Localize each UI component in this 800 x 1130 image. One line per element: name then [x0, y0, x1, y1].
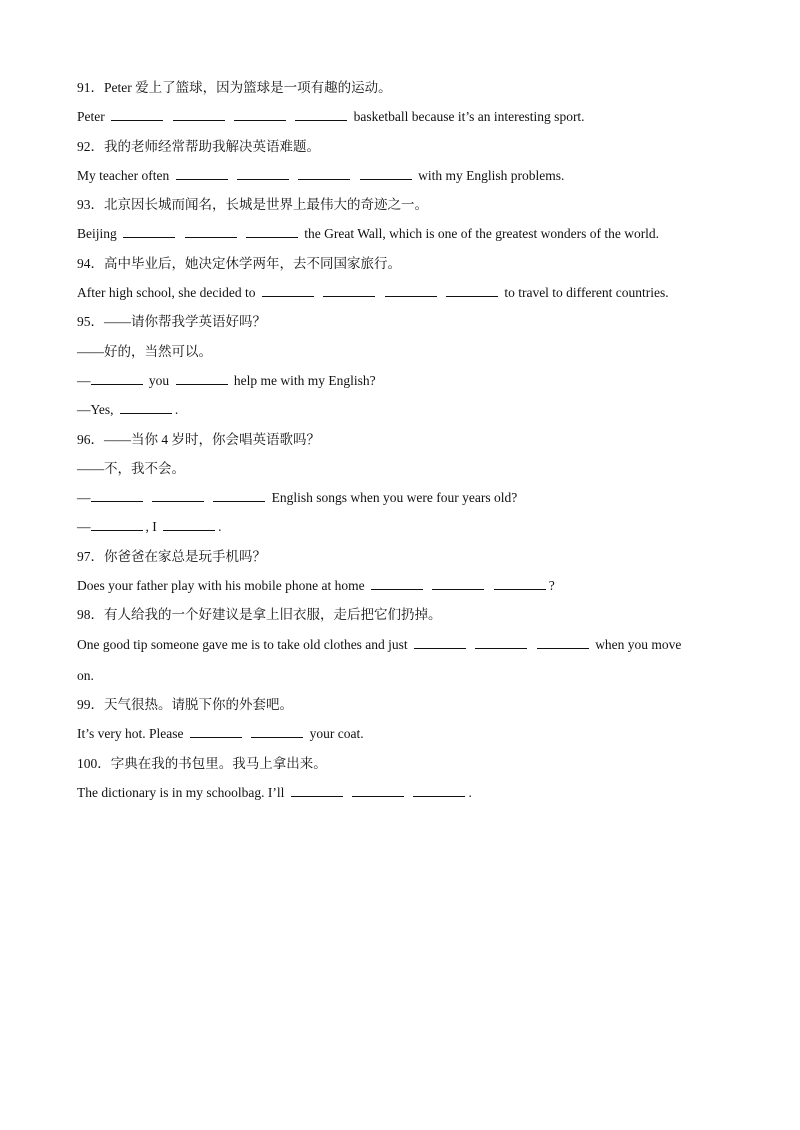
q96-english-reply	[77, 517, 727, 536]
q96-chinese: 96．——当你 4 岁时，你会唱英语歌吗？	[77, 431, 320, 447]
q91-blank-4[interactable]	[295, 108, 347, 121]
q96-blank-1[interactable]	[91, 489, 143, 502]
q96-chinese-reply: ——不，我不会。	[77, 460, 185, 476]
q97-english	[77, 576, 727, 595]
q96-reply-dash: —	[77, 519, 91, 535]
q98-text-after: when you move	[595, 636, 682, 652]
q92-text-after: with my English problems.	[418, 167, 565, 183]
q91-blank-1[interactable]	[111, 108, 163, 121]
q97-blank-2[interactable]	[432, 577, 484, 590]
q93-blank-2[interactable]	[185, 225, 237, 238]
q91-blank-3[interactable]	[234, 108, 286, 121]
q96-blank-4[interactable]	[91, 518, 143, 531]
q93-chinese: 93．北京因长城而闻名，长城是世界上最伟大的奇迹之一。	[77, 197, 428, 213]
q94-blank-1[interactable]	[262, 284, 314, 297]
q95-english-question	[77, 371, 727, 390]
q95-blank-2[interactable]	[176, 372, 228, 385]
q100-blank-2[interactable]	[352, 784, 404, 797]
q97-text-after: ?	[548, 578, 555, 594]
q92-blank-3[interactable]	[298, 167, 350, 180]
q95-chinese: 95．——请你帮我学英语好吗？	[77, 314, 266, 330]
q98-english	[77, 635, 727, 654]
q94-text-before: After high school, she decided to	[77, 285, 256, 301]
q95-text-mid: you	[148, 372, 170, 388]
q93-text-after: the Great Wall, which is one of the greatest wonders of the world.	[304, 226, 660, 242]
q96-english-question	[77, 488, 727, 507]
q94-english	[77, 283, 727, 302]
q93-blank-1[interactable]	[123, 225, 175, 238]
q99-blank-1[interactable]	[190, 725, 242, 738]
q99-blank-2[interactable]	[251, 725, 303, 738]
q94-blank-4[interactable]	[446, 284, 498, 297]
q98-text-before: One good tip someone gave me is to take old clothes and just	[77, 636, 408, 652]
q95-chinese-reply: ——好的，当然可以。	[77, 343, 212, 359]
q100-blank-3[interactable]	[413, 784, 465, 797]
q96-blank-5[interactable]	[163, 518, 215, 531]
q94-blank-2[interactable]	[323, 284, 375, 297]
q91-text-after: basketball because it’s an interesting sport.	[353, 109, 585, 125]
q91-blank-2[interactable]	[173, 108, 225, 121]
q100-text-before: The dictionary is in my schoolbag. I’ll	[77, 784, 285, 800]
q98-chinese: 98．有人给我的一个好建议是拿上旧衣服，走后把它们扔掉。	[77, 607, 442, 623]
q96-text-after: English songs when you were four years old?	[271, 490, 518, 506]
q100-english	[77, 783, 727, 802]
q95-reply-before: —Yes,	[77, 402, 114, 418]
q95-english-reply	[77, 400, 727, 419]
q91-text-before: Peter	[77, 109, 105, 125]
q96-reply-mid: , I	[145, 519, 157, 535]
q91-english	[77, 107, 727, 126]
q99-text-after: your coat.	[309, 726, 364, 742]
q94-chinese: 94．高中毕业后，她决定休学两年，去不同国家旅行。	[77, 255, 401, 271]
q91-chinese: 91．Peter 爱上了篮球，因为篮球是一项有趣的运动。	[77, 80, 392, 95]
q100-chinese: 100．字典在我的书包里。我马上拿出来。	[77, 755, 327, 771]
q96-dash: —	[77, 490, 91, 506]
q93-text-before: Beijing	[77, 226, 117, 242]
q98-blank-2[interactable]	[475, 636, 527, 649]
q100-text-after: .	[468, 784, 472, 800]
q97-chinese: 97．你爸爸在家总是玩手机吗？	[77, 548, 266, 564]
question-list	[77, 78, 727, 812]
q97-blank-3[interactable]	[494, 577, 546, 590]
q96-blank-2[interactable]	[152, 489, 204, 502]
q95-blank-1[interactable]	[91, 372, 143, 385]
q99-english	[77, 724, 727, 743]
q92-blank-1[interactable]	[176, 167, 228, 180]
q98-blank-3[interactable]	[537, 636, 589, 649]
q97-text-before: Does your father play with his mobile phone at home	[77, 578, 365, 594]
q99-chinese: 99．天气很热。请脱下你的外套吧。	[77, 696, 293, 712]
q95-text-after: help me with my English?	[233, 372, 376, 388]
q96-blank-3[interactable]	[213, 489, 265, 502]
q100-blank-1[interactable]	[291, 784, 343, 797]
q93-english	[77, 224, 727, 243]
q92-blank-2[interactable]	[237, 167, 289, 180]
q94-text-after: to travel to different countries.	[504, 285, 669, 301]
q92-text-before: My teacher often	[77, 167, 170, 183]
q95-dash: —	[77, 372, 91, 388]
q93-blank-3[interactable]	[246, 225, 298, 238]
q94-blank-3[interactable]	[385, 284, 437, 297]
q99-text-before: It’s very hot. Please	[77, 726, 184, 742]
q95-blank-3[interactable]	[120, 401, 172, 414]
q92-blank-4[interactable]	[360, 167, 412, 180]
q97-blank-1[interactable]	[371, 577, 423, 590]
q98-english-continued: on.	[77, 667, 94, 683]
q92-english	[77, 166, 727, 185]
q92-chinese: 92．我的老师经常帮助我解决英语难题。	[77, 138, 320, 154]
q95-reply-after: .	[174, 402, 179, 418]
q96-reply-after: .	[218, 519, 222, 535]
q98-blank-1[interactable]	[414, 636, 466, 649]
